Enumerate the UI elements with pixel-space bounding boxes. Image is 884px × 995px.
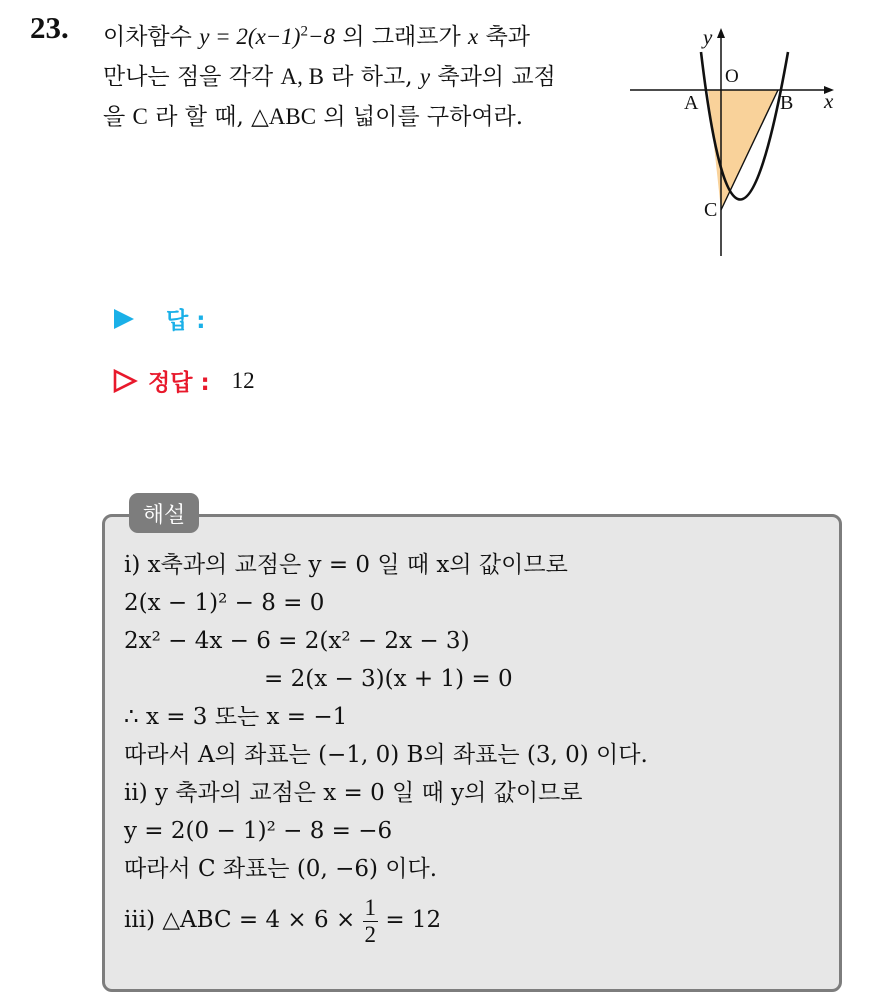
play-triangle-icon [112,307,136,331]
solution-line-final: ⅲ) △ABC = 4 × 6 × $\frac{1}{2}$ = 12 [124,894,442,947]
question-line1: 이차함수 $y = 2(x-1)^2-8$ 의 그래프가 x 축과 [103,23,530,50]
y-axis-arrow [717,28,725,38]
question-line2: 만나는 점을 각각 A, B 라 하고, y 축과의 교점 [103,63,556,90]
answer-row [112,302,205,335]
solution-line: = 2(x − 3)(x + 1) = 0 [264,666,513,692]
solution-line: 2(x − 1)² − 8 = 0 [124,590,325,616]
origin-label: O [725,66,739,87]
axis-x-label: x [824,89,834,113]
correct-label: 정답 : [148,370,210,396]
question-text [103,12,613,137]
solution-line: 2x² − 4x − 6 = 2(x² − 2x − 3) [124,628,470,654]
point-a-label: A [684,92,699,114]
correct-value: 12 [231,367,255,393]
outline-triangle-icon [112,369,138,393]
solution-line: ⅰ) x축과의 교점은 y = 0 일 때 x의 값이므로 [124,552,568,578]
correct-answer-row [112,364,255,397]
solution-lines [124,546,824,952]
question-number: 23. [30,10,69,45]
solution-line: ⅱ) y 축과의 교점은 x = 0 일 때 y의 값이므로 [124,780,583,806]
point-b-label: B [780,92,794,114]
parabola-graph [628,22,858,262]
answer-label: 답 : [166,308,206,334]
fraction-one-half: $\frac{1}{2}$ [364,894,377,947]
solution-line: 따라서 C 좌표는 (0, −6) 이다. [124,856,438,882]
question-line3: 을 C 라 할 때, △ABC 의 넓이를 구하여라. [103,103,524,130]
solution-line: y = 2(0 − 1)² − 8 = −6 [124,818,393,844]
point-c-label: C [704,199,718,221]
solution-line: 따라서 A의 좌표는 (−1, 0) B의 좌표는 (3, 0) 이다. [124,742,648,768]
solution-tab: 해설 [129,493,199,533]
solution-line: ∴ x = 3 또는 x = −1 [124,704,348,730]
axis-y-label: y [703,25,713,49]
